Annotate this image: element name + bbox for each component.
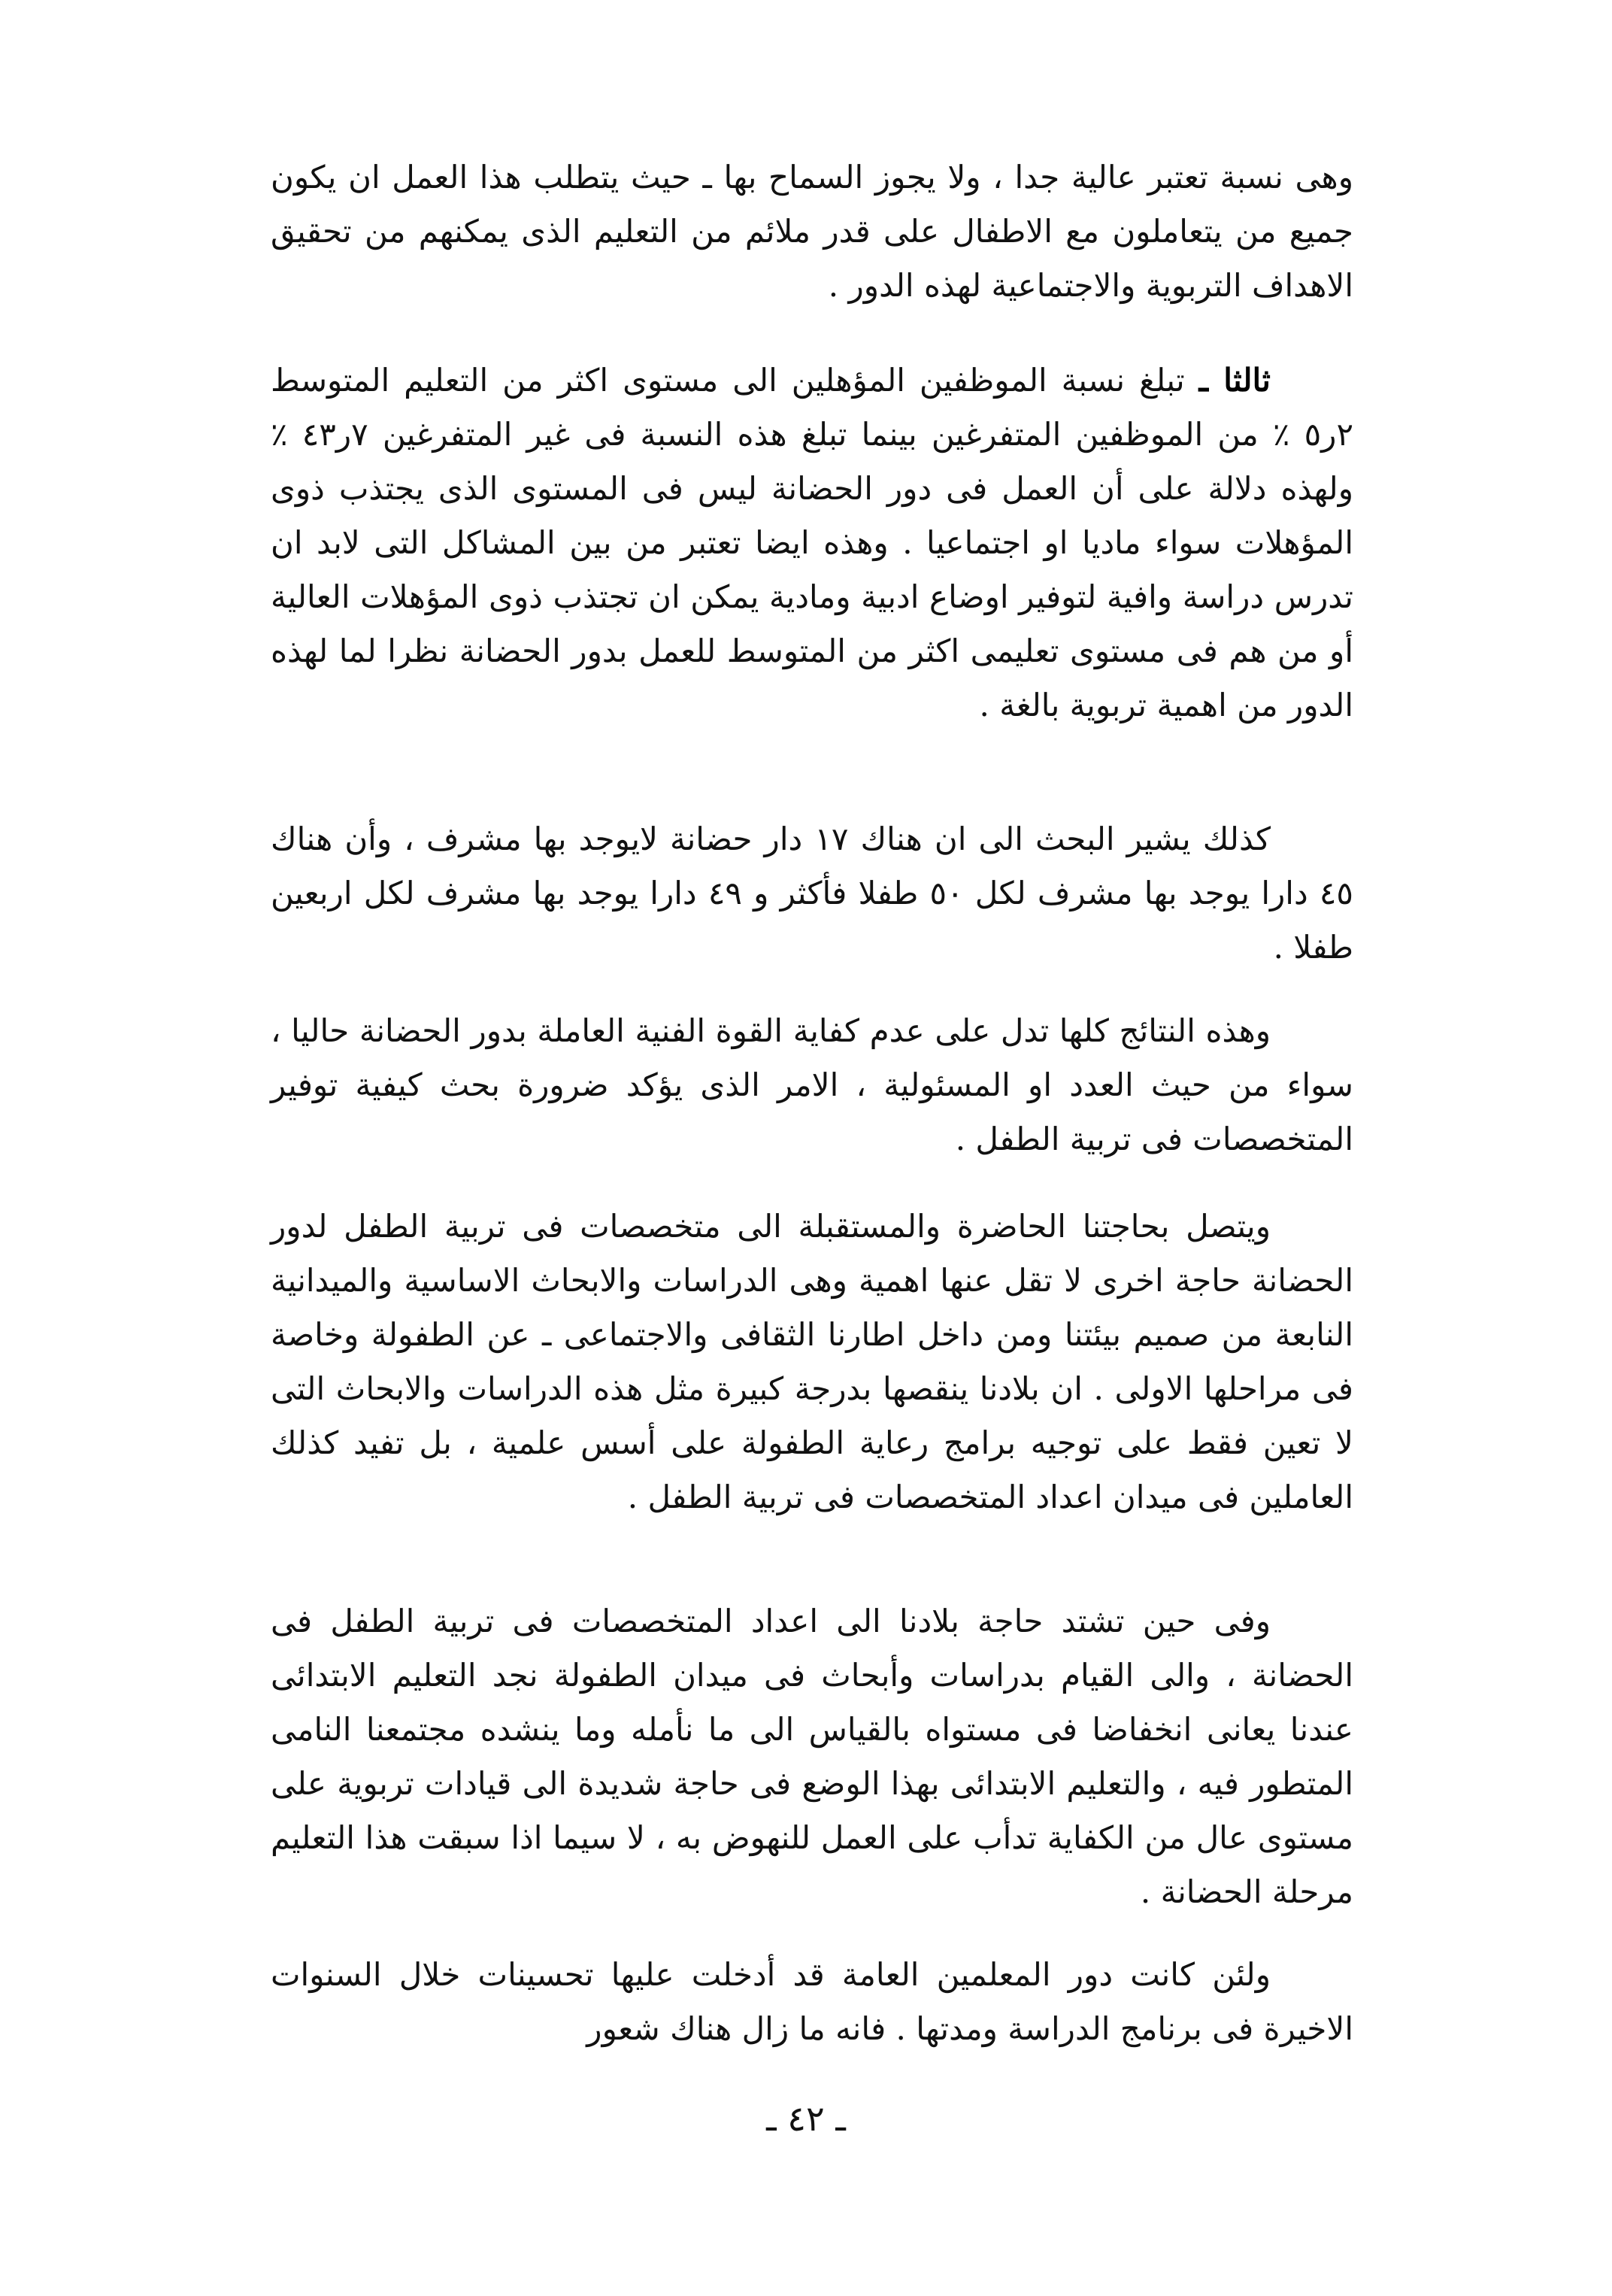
paragraph-7 xyxy=(271,1948,1353,2056)
paragraph-2 xyxy=(271,353,1353,732)
paragraph-6 xyxy=(271,1594,1353,1919)
paragraph-lead: ثالثا ـ xyxy=(1198,362,1271,399)
paragraph-5 xyxy=(271,1200,1353,1524)
paragraph-text: ويتصل بحاجتنا الحاضرة والمستقبلة الى متخصصات فى تربية الطفل لدور الحضانة حاجة اخرى لا تقل عنها اهمية وهى الدراسات والابحاث الاساسية والميدانية النابعة من صميم بيئتنا ومن داخل اطارنا الثقافى والاجتماعى ـ عن الطفولة وخاصة فى مراحلها الاولى . ان بلادنا ينقصها بدرجة كبيرة مثل هذه الدراسات والابحاث التى لا تعين فقط على توجيه برامج رعاية الطفولة على أسس علمية ، بل تفيد كذلك العاملين فى ميدان اعداد المتخصصات فى تربية الطفل . xyxy=(271,1208,1353,1515)
paragraph-text: وهذه النتائج كلها تدل على عدم كفاية القوة الفنية العاملة بدور الحضانة حاليا ، سواء من حيث العدد او المسئولية ، الامر الذى يؤكد ضرورة بحث كيفية توفير المتخصصات فى تربية الطفل . xyxy=(271,1012,1353,1157)
paragraph-1 xyxy=(271,150,1353,313)
page-number: ـ ٤٢ ـ xyxy=(766,2098,846,2139)
paragraph-text: ولئن كانت دور المعلمين العامة قد أدخلت عليها تحسينات خلال السنوات الاخيرة فى برنامج الدراسة ومدتها . فانه ما زال هناك شعور xyxy=(271,1956,1353,2047)
paragraph-text: وفى حين تشتد حاجة بلادنا الى اعداد المتخصصات فى تربية الطفل فى الحضانة ، والى القيام بدراسات وأبحاث فى ميدان الطفولة نجد التعليم الابتدائى عندنا يعانى انخفاضا فى مستواه بالقياس الى ما نأمله وما ينشده مجتمعنا النامى المتطور فيه ، والتعليم الابتدائى بهذا الوضع فى حاجة شديدة الى قيادات تربوية على مستوى عال من الكفاية تدأب على العمل للنهوض به ، لا سيما اذا سبقت هذا التعليم مرحلة الحضانة . xyxy=(271,1603,1353,1910)
paragraph-text: وهى نسبة تعتبر عالية جدا ، ولا يجوز السماح بها ـ حيث يتطلب هذا العمل ان يكون جميع من يتعاملون مع الاطفال على قدر ملائم من التعليم الذى يمكنهم من تحقيق الاهداف التربوية والاجتماعية لهذه الدور . xyxy=(271,159,1353,304)
paragraph-4 xyxy=(271,1004,1353,1166)
paragraph-text: تبلغ نسبة الموظفين المؤهلين الى مستوى اكثر من التعليم المتوسط ٢ر٥ ٪ من الموظفين المتفرغين بينما تبلغ هذه النسبة فى غير المتفرغين ٧ر٤٣ ٪ ولهذه دلالة على أن العمل فى دور الحضانة ليس فى المستوى الذى يجتذب ذوى المؤهلات سواء ماديا او اجتماعيا . وهذه ايضا تعتبر من بين المشاكل التى لابد ان تدرس دراسة وافية لتوفير اوضاع ادبية ومادية يمكن ان تجتذب ذوى المؤهلات العالية أو من هم فى مستوى تعليمى اكثر من المتوسط للعمل بدور الحضانة نظرا لما لهذه الدور من اهمية تربوية بالغة . xyxy=(271,362,1353,723)
paragraph-text: كذلك يشير البحث الى ان هناك ١٧ دار حضانة لايوجد بها مشرف ، وأن هناك ٤٥ دارا يوجد بها مشرف لكل ٥٠ طفلا فأكثر و ٤٩ دارا يوجد بها مشرف لكل اربعين طفلا . xyxy=(271,820,1353,966)
paragraph-3 xyxy=(271,812,1353,975)
